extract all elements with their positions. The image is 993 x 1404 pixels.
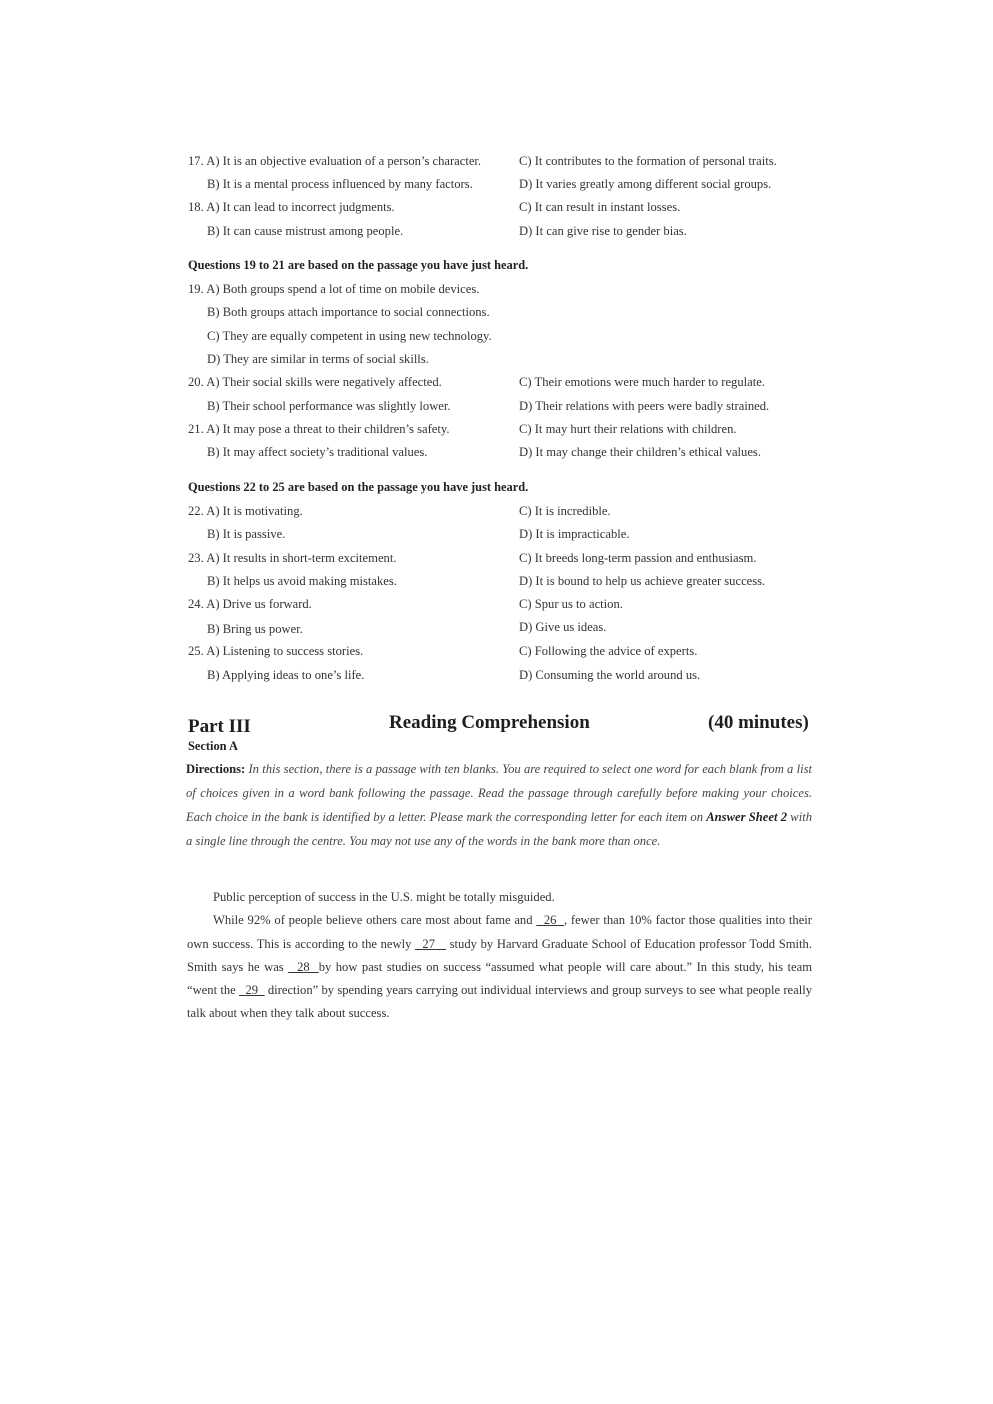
questions-22-25-heading: Questions 22 to 25 are based on the passage you have just heard. xyxy=(188,480,529,494)
q22-option-a: 22. A) It is motivating. xyxy=(188,504,303,518)
q24-option-a: 24. A) Drive us forward. xyxy=(188,597,312,611)
q18-option-a: 18. A) It can lead to incorrect judgments. xyxy=(188,200,395,214)
q21-option-a: 21. A) It may pose a threat to their children’s safety. xyxy=(188,422,450,436)
q21-option-c: C) It may hurt their relations with children. xyxy=(519,422,737,436)
part-label: Part III xyxy=(188,716,251,737)
q23-option-a: 23. A) It results in short-term excitement. xyxy=(188,551,397,565)
q25-option-d: D) Consuming the world around us. xyxy=(519,668,701,682)
q18-option-b: B) It can cause mistrust among people. xyxy=(207,224,404,238)
reading-passage xyxy=(187,886,812,1026)
q20-option-b: B) Their school performance was slightly lower. xyxy=(207,399,451,413)
q24-option-c: C) Spur us to action. xyxy=(519,597,623,611)
q20-option-d: D) Their relations with peers were badly strained. xyxy=(519,399,770,413)
answer-sheet-ref: Answer Sheet 2 xyxy=(706,810,788,824)
passage-paragraph-1: Public perception of success in the U.S. might be totally misguided. xyxy=(213,890,555,904)
q18-option-c: C) It can result in instant losses. xyxy=(519,200,681,214)
q25-option-a: 25. A) Listening to success stories. xyxy=(188,644,364,658)
questions-19-21-heading: Questions 19 to 21 are based on the passage you have just heard. xyxy=(188,258,529,272)
q25-option-b: B) Applying ideas to one’s life. xyxy=(207,668,365,682)
q17-option-c: C) It contributes to the formation of personal traits. xyxy=(519,154,777,168)
blank-27: 27 xyxy=(415,936,446,951)
q21-option-d: D) It may change their children’s ethical values. xyxy=(519,445,761,459)
directions-lead: Directions: xyxy=(186,762,246,776)
q22-option-b: B) It is passive. xyxy=(207,527,286,541)
q23-option-c: C) It breeds long-term passion and enthusiasm. xyxy=(519,551,757,565)
q17-option-a: 17. A) It is an objective evaluation of a person’s character. xyxy=(188,154,482,168)
q19-option-d: D) They are similar in terms of social skills. xyxy=(207,352,429,366)
q18-option-d: D) It can give rise to gender bias. xyxy=(519,224,687,238)
q24-option-b: B) Bring us power. xyxy=(207,622,303,636)
q19-option-b: B) Both groups attach importance to social connections. xyxy=(207,305,490,319)
q20-option-a: 20. A) Their social skills were negatively affected. xyxy=(188,375,442,389)
q19-option-c: C) They are equally competent in using new technology. xyxy=(207,329,492,343)
q17-option-d: D) It varies greatly among different social groups. xyxy=(519,177,772,191)
q25-option-c: C) Following the advice of experts. xyxy=(519,644,698,658)
section-label: Section A xyxy=(188,739,238,753)
q22-option-c: C) It is incredible. xyxy=(519,504,611,518)
q22-option-d: D) It is impracticable. xyxy=(519,527,630,541)
passage-paragraph-2: While 92% of people believe others care most about fame and 26 , fewer than 10% factor those qualities into their own success. This is according to the newly 27 study by Harvard Graduate School of Education professor Todd Smith. Smith says he was 28 by how past studies on success “assumed what people will care about.” In this study, his team “went the 29 direction” by spending years carrying out individual interviews and group surveys to see what people really talk about when they talk about success. xyxy=(187,913,813,1021)
q21-option-b: B) It may affect society’s traditional values. xyxy=(207,445,428,459)
directions xyxy=(186,757,812,853)
directions-text-2: with a single line through the centre. You may not use any of the words in the bank more than once. xyxy=(186,810,812,848)
part-time-limit: (40 minutes) xyxy=(708,712,809,733)
q20-option-c: C) Their emotions were much harder to regulate. xyxy=(519,375,765,389)
directions-text-1: In this section, there is a passage with ten blanks. You are required to select one word for each blank from a list of choices given in a word bank following the passage. Read the passage through carefully before making your choices. Each choice in the bank is identified by a letter. Please mark the corresponding letter for each item on xyxy=(186,762,812,824)
blank-29: 29 xyxy=(238,983,265,998)
q17-option-b: B) It is a mental process influenced by many factors. xyxy=(207,177,473,191)
blank-26: 26 xyxy=(536,913,564,928)
q23-option-b: B) It helps us avoid making mistakes. xyxy=(207,574,397,588)
part-title: Reading Comprehension xyxy=(389,712,590,733)
q23-option-d: D) It is bound to help us achieve greater success. xyxy=(519,574,766,588)
q24-option-d: D) Give us ideas. xyxy=(519,620,607,634)
blank-28: 28 xyxy=(288,959,319,974)
q19-option-a: 19. A) Both groups spend a lot of time on mobile devices. xyxy=(188,282,480,296)
